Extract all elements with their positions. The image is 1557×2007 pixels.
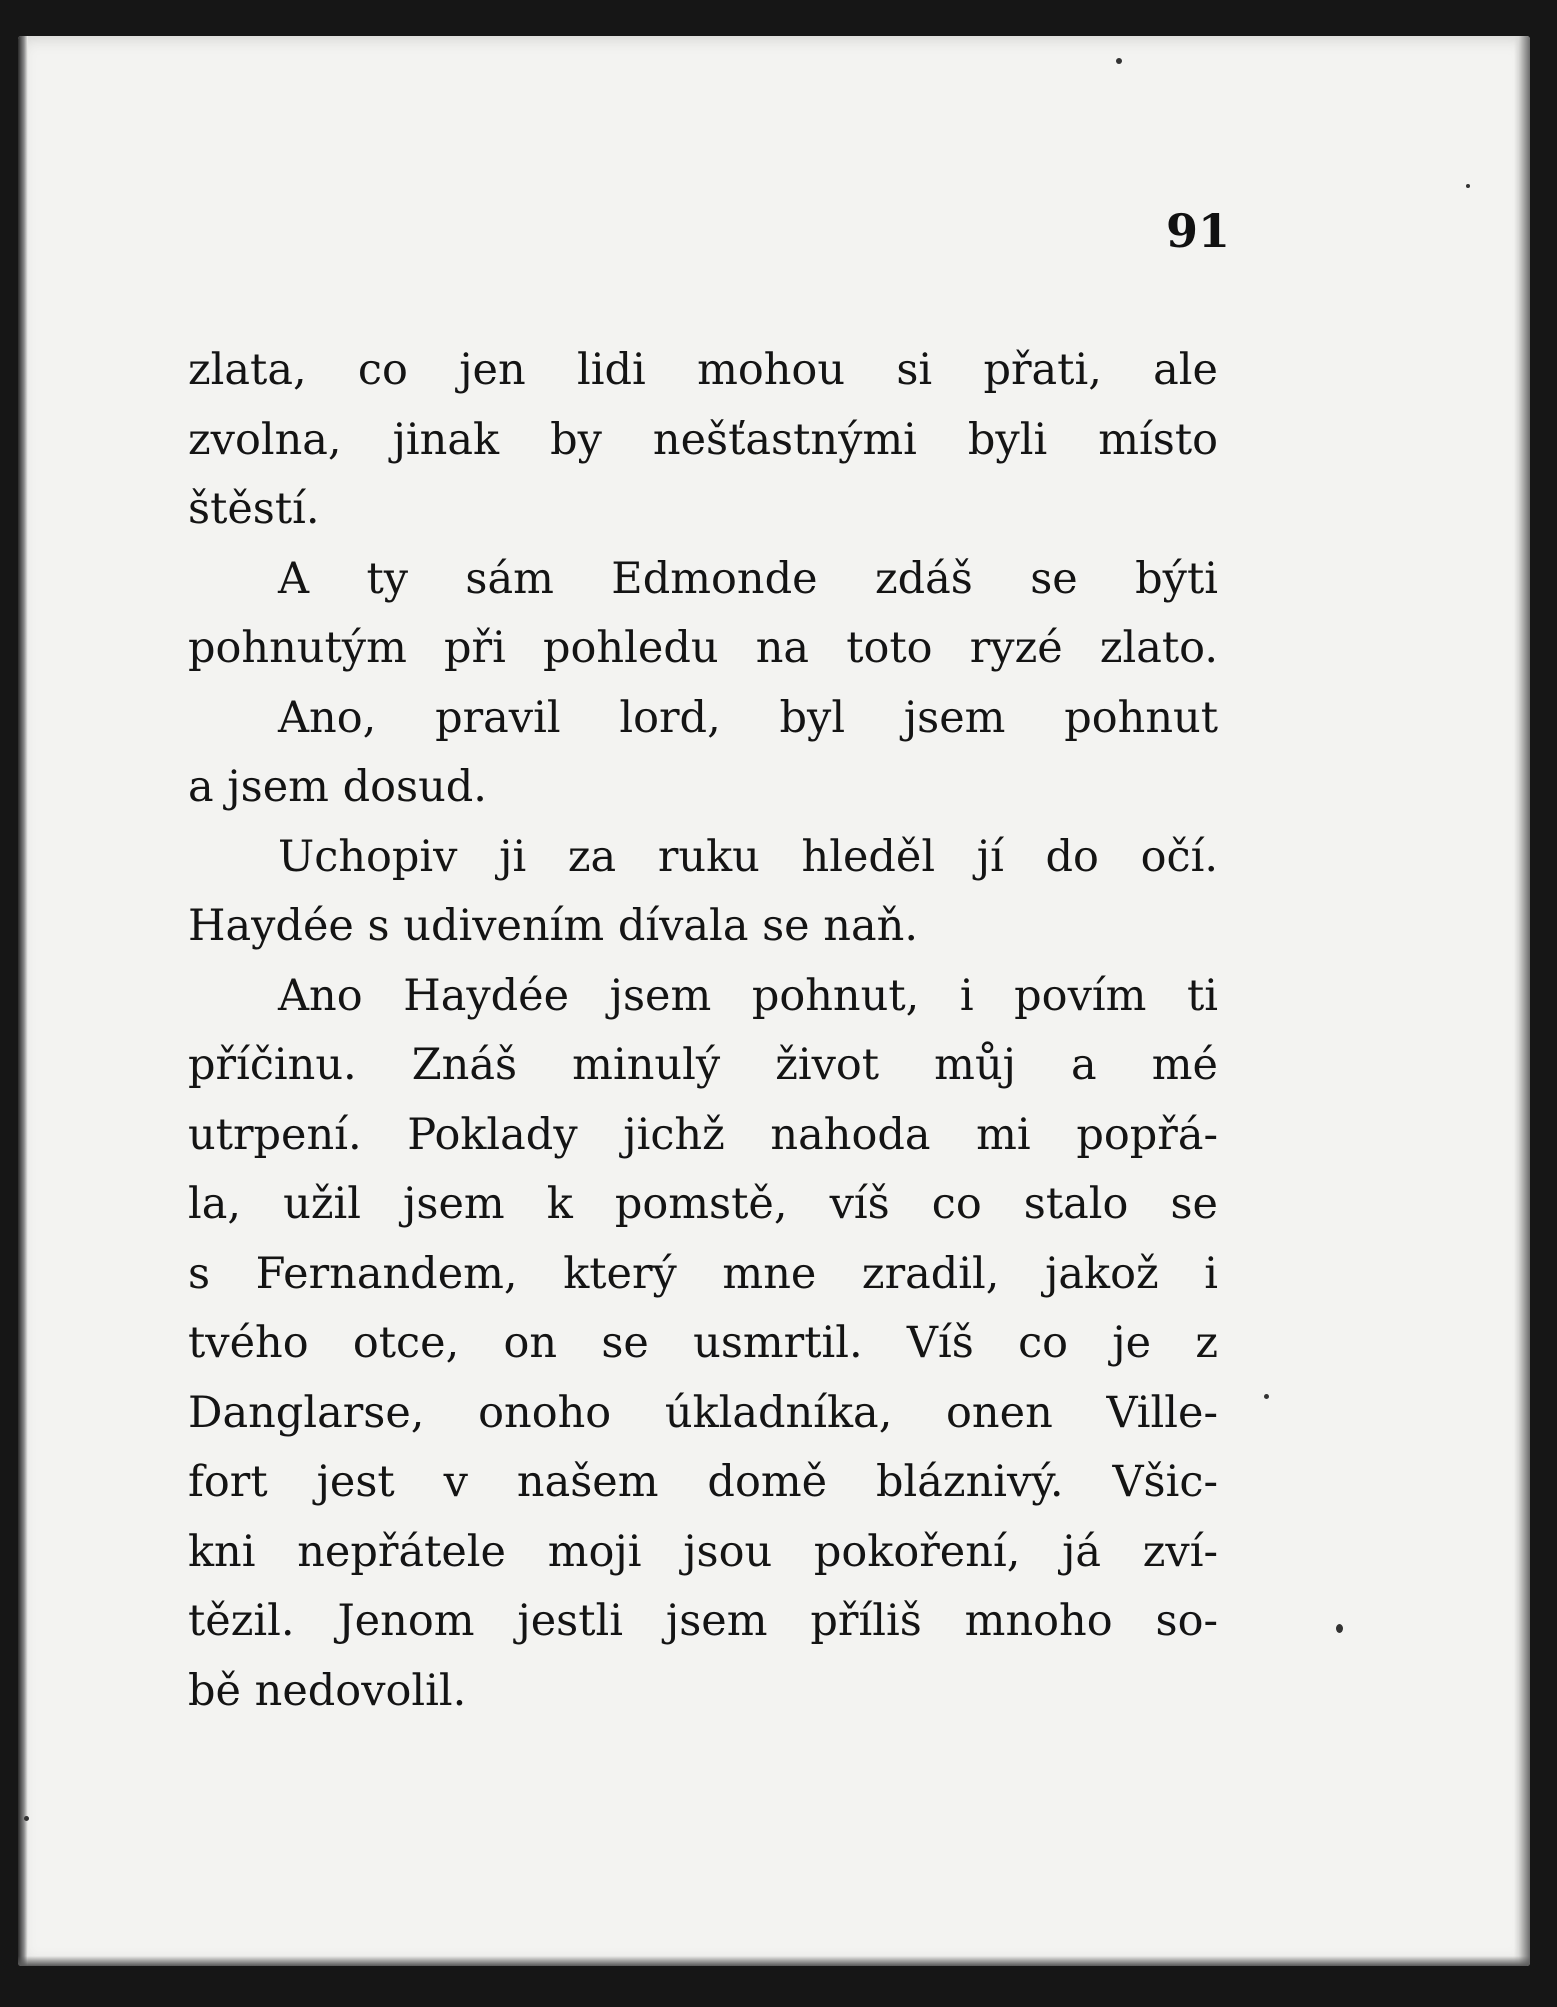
book-page bbox=[18, 36, 1530, 1966]
text-line: s Fernandem, který mne zradil, jakož i bbox=[188, 1248, 1218, 1299]
scan-speck bbox=[1336, 1624, 1343, 1633]
text-line: pohnutým při pohledu na toto ryzé zlato. bbox=[188, 623, 1218, 673]
text-line: příčinu. Znáš minulý život můj a mé bbox=[188, 1040, 1218, 1090]
scan-speck bbox=[1466, 184, 1470, 188]
text-line: utrpení. Poklady jichž nahoda mi popřá- bbox=[188, 1109, 1218, 1160]
text-line: la, užil jsem k pomstě, víš co stalo se bbox=[188, 1179, 1218, 1229]
text-line: Haydée s udivením dívala se naň. bbox=[188, 901, 918, 951]
scan-speck bbox=[1116, 58, 1122, 64]
text-line: fort jest v našem domě bláznivý. Všic- bbox=[188, 1457, 1218, 1507]
text-line: Danglarse, onoho úkladníka, onen Ville- bbox=[188, 1387, 1218, 1438]
page-number: 91 bbox=[1166, 204, 1231, 258]
page-edge-shadow bbox=[1514, 36, 1530, 1966]
text-line: štěstí. bbox=[188, 484, 320, 534]
text-line: tězil. Jenom jestli jsem příliš mnoho so- bbox=[188, 1596, 1218, 1646]
body-text bbox=[188, 336, 1218, 1726]
text-line: tvého otce, on se usmrtil. Víš co je z bbox=[188, 1318, 1218, 1368]
text-line: Uchopiv ji za ruku hleděl jí do očí. bbox=[278, 831, 1218, 882]
text-line: A ty sám Edmonde zdáš se býti bbox=[278, 553, 1218, 604]
text-line: Ano Haydée jsem pohnut, i povím ti bbox=[278, 970, 1218, 1021]
text-line: Ano, pravil lord, byl jsem pohnut bbox=[278, 692, 1218, 743]
text-line: bě nedovolil. bbox=[188, 1665, 467, 1716]
text-line: zvolna, jinak by nešťastnými byli místo bbox=[188, 414, 1218, 465]
text-line: a jsem dosud. bbox=[188, 762, 487, 812]
scan-speck bbox=[24, 1816, 29, 1821]
text-line: kni nepřátele moji jsou pokoření, já zví- bbox=[188, 1526, 1218, 1577]
scan-speck bbox=[1264, 1394, 1269, 1399]
text-line: zlata, co jen lidi mohou si přati, ale bbox=[188, 345, 1218, 395]
page-gutter-shadow bbox=[18, 36, 28, 1966]
page-bottom-shadow bbox=[18, 1956, 1530, 1966]
